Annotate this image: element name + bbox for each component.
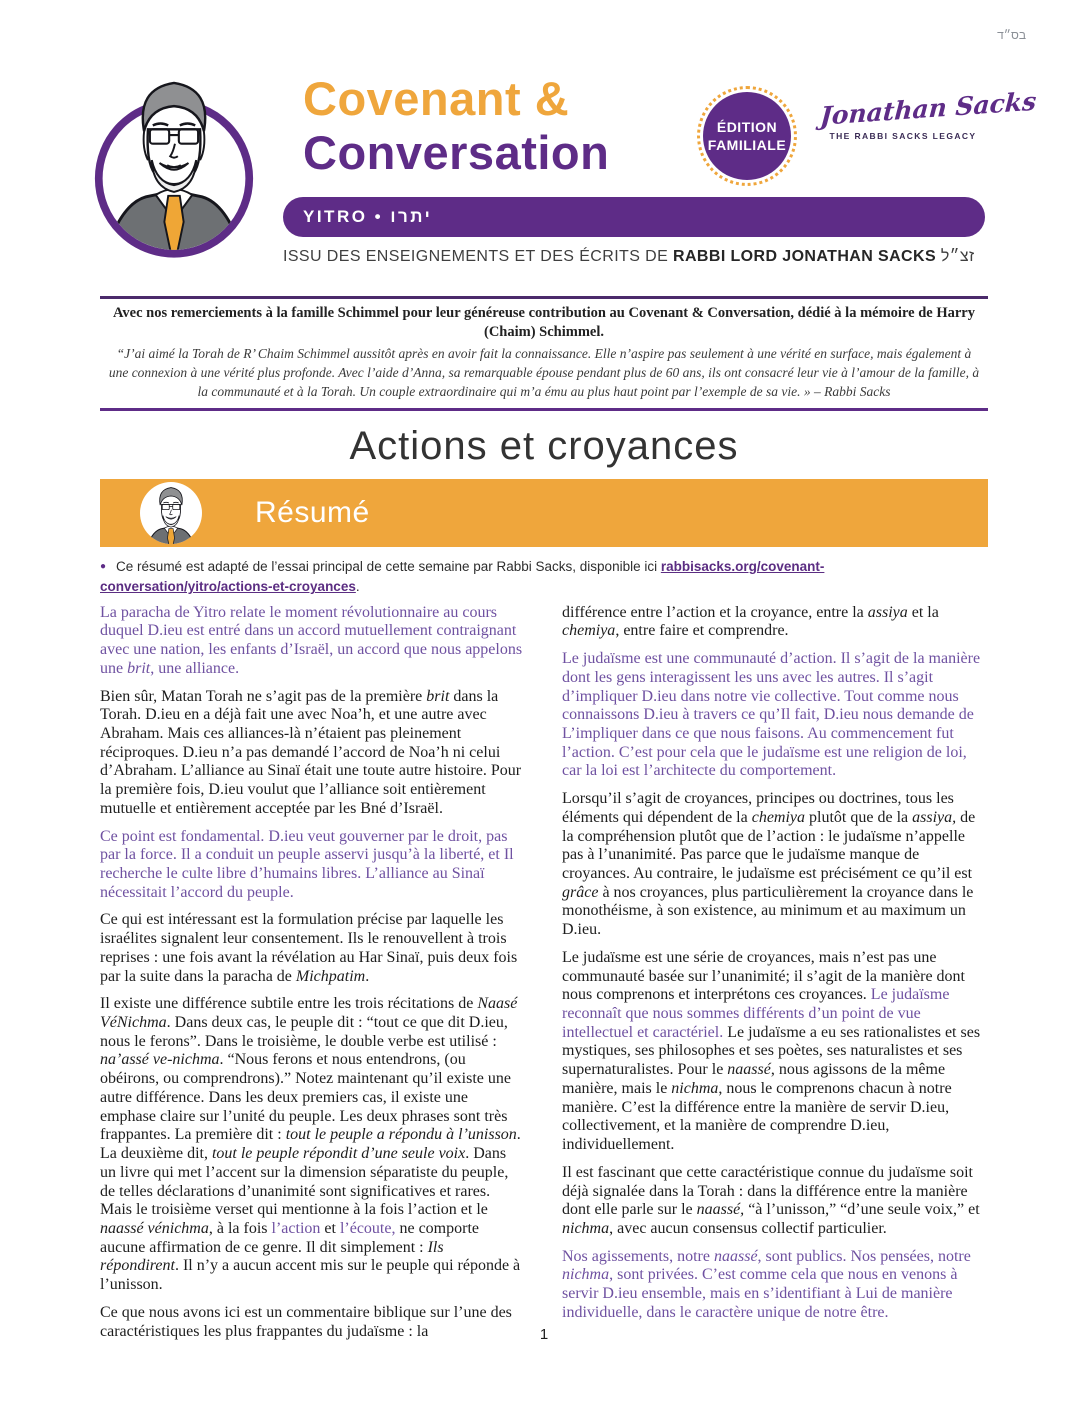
newsletter-title-line1: Covenant &: [303, 72, 570, 125]
paragraph: La paracha de Yitro relate le moment révolutionnaire au cours duquel D.ieu est entré dans un accord mutuellement contraignant avec une nation, les enfants d’Israël, un accord que nous appelons une brit, une alliance.: [100, 603, 523, 677]
article-title: Actions et croyances: [349, 424, 739, 469]
paragraph: Il est fascinant que cette caractéristique connue du judaïsme soit déjà signalée dans la Torah : dans la différence entre la manière dont elle parle sur le naassé, “à l’unisson,” “d’une seule voix,” et nichma, avec aucun consensus collectif particulier.: [562, 1163, 980, 1237]
summary-note-suffix: .: [355, 579, 360, 595]
paragraph: Ce qui est intéressant est la formulation précise par laquelle les israélites signalent leur consentement. Ils le renouvellent à trois reprises : une fois avant la révélation au Har Sinaï, puis deux fois par la suite dans la paracha de Michpatim.: [100, 911, 518, 985]
paragraph: Le judaïsme est une communauté d’action. Il s’agit de la manière dont les gens interagissent les uns avec les autres. Il s’agit d’impliquer D.ieu dans notre vie collective. Tout comme nous connaissons D.ieu à travers ce qu’Il fait, D.ieu nous demande de L’impliquer dans ce que nous faisons. Au commencement fut l’action. C’est pour cela que le judaïsme est une religion de loi, car la loi est l’architecte du comportement.: [562, 650, 981, 780]
paragraph: Ce point est fondamental. D.ieu veut gouverner par le droit, pas par la force. Il a conduit un peuple asservi jusqu’à la liberté, et Il recherche le culte libre d’humains libres. L’alliance au Sinaï nécessitait l’accord du peuple.: [100, 827, 514, 901]
paragraph: Bien sûr, Matan Torah ne s’agit pas de la première brit dans la Torah. D.ieu en a déjà fait une avec Noa’h, et une autre avec Abraham. Mais ces alliances-là n’étaient pas pleinement réciproques. D.ieu n’a pas demandé l’accord de Noa’h ni celui d’Abraham. L’alliance au Sinaï était une toute autre histoire. Pour la première fois, D.ieu voulut que l’alliance soit entièrement mutuelle et entièrement acceptée par les Bné d’Israël.: [100, 687, 522, 817]
rabbi-sacks-legacy-logo: [819, 86, 1038, 141]
dedication-line: Avec nos remerciements à la famille Schimmel pour leur généreuse contribution au Covenant & Conversation, dédié à la mémoire de Harry (Chaim) Schimmel.: [113, 305, 975, 340]
summary-note: [100, 557, 988, 598]
rabbi-sacks-portrait: [92, 66, 256, 262]
right-column: [562, 604, 988, 1351]
parsha-banner-label: YITRO • יתרו: [303, 207, 433, 226]
rabbi-sacks-avatar: [140, 482, 202, 544]
paragraph: Le judaïsme est une série de croyances, mais n’est pas une communauté basée sur l’unanimité; il s’agit de la manière dont nous comprenons et interprétons ces croyances. Le judaïsme reconnaît que nous sommes différents d’un point de vue intellectuel et caractériel. Le judaïsme a eu ses rationalistes et ses mystiques, ses philosophes et ses poètes, ses naturalistes et ses supernaturalistes. Pour le naassé, nous agissons de la même manière, mais le nichma, nous le comprenons chacun à notre manière. C’est la différence entre la manière de servir D.ieu, collectivement, et la manière de comprendre D.ieu, individuellement.: [562, 948, 981, 1154]
article-body: [100, 604, 988, 1351]
byline-author: RABBI LORD JONATHAN SACKS: [673, 248, 937, 265]
summary-heading: Résumé: [255, 496, 370, 530]
summary-banner: [100, 479, 988, 547]
paragraph: Ce que nous avons ici est un commentaire biblique sur l’une des caractéristiques les plus frappantes du judaïsme : la: [100, 1303, 512, 1340]
parsha-banner: [283, 197, 985, 237]
edition-familiale-badge-inner: [703, 92, 791, 180]
legacy-caption: THE RABBI SACKS LEGACY: [829, 131, 977, 141]
masthead: [0, 0, 1088, 296]
bullet-icon: ●: [100, 561, 107, 573]
paragraph: différence entre l’action et la croyance, entre la assiya et la chemiya, entre faire et comprendre.: [562, 603, 939, 640]
byline: [283, 248, 975, 266]
jonathan-sacks-signature: Jonathan Sacks: [819, 86, 1038, 131]
byline-prefix: ISSU DES ENSEIGNEMENTS ET DES ÉCRITS DE: [283, 248, 673, 265]
byline-suffix: זצ״ל: [936, 248, 975, 265]
dedication-quote: “J’ai aimé la Torah de R’ Chaim Schimmel aussitôt après en avoir fait la connaissance. Elle n’aspire pas seulement à une vérité en surface, mais également à une connexion à une vérité plus profonde. Avec l’aide d’Anna, sa remarquable épouse pendant plus de 60 ans, ils ont consacré leur vie à l’amour de la famille, à la communauté et à la Torah. Un couple extraordinaire qui m’a ému au plus haut point par l’exemple de sa vie. » – Rabbi Sacks: [108, 345, 980, 399]
page-number: 1: [539, 1326, 549, 1343]
summary-note-text: Ce résumé est adapté de l’essai principal de cette semaine par Rabbi Sacks, disponible ici: [116, 559, 661, 575]
left-column: [100, 604, 526, 1351]
paragraph: Nos agissements, notre naassé, sont publics. Nos pensées, notre nichma, sont privées. C’est comme cela que nous en venons à servir D.ieu ensemble, mais en s’identifiant à Lui de manière individuelle, dans le caractère unique de notre être.: [562, 1247, 971, 1321]
newsletter-title: [303, 72, 609, 179]
essay-link[interactable]: rabbisacks.org/covenant-conversation/yitro/actions-et-croyances: [100, 559, 825, 595]
paragraph: Il existe une différence subtile entre les trois récitations de Naasé VéNichma. Dans deux cas, le peuple dit : “tout ce que dit D.ieu, nous le ferons”. Dans le troisième, le double verbe est utilisé : na’assé ve-nichma. “Nous ferons et nous entendrons, (ou obéirons, ou comprendrons).” Notez maintenant qu’il existe une autre différence. Dans les deux premiers cas, il existe une emphase claire sur l’unité du peuple. Les deux phrases sont très frappantes. La première dit : tout le peuple a répondu à l’unisson. La deuxième dit, tout le peuple répondit d’une seule voix. Dans un livre qui met l’accent sur la dimension séparatiste du peuple, de telles déclarations d’unanimité sont significatives et rares. Mais le troisième verset qui mentionne à la fois l’action et le naassé vénichma, à la fois l’action et l’écoute, ne comporte aucune affirmation de ce genre. Il dit simplement : Ils répondirent. Il n’y a aucun accent mis sur le peuple qui réponde à l’unisson.: [100, 995, 521, 1294]
dedication-block: [100, 296, 988, 411]
newsletter-title-line2: Conversation: [303, 125, 610, 179]
bsd-text: בס״ד: [997, 28, 1026, 42]
badge-line2: FAMILIALE: [707, 137, 787, 153]
paragraph: Lorsqu’il s’agit de croyances, principes ou doctrines, tous les éléments qui dépendent de la chemiya plutôt que de la assiya, de la compréhension plutôt que de l’action : le judaïsme n’appelle pas à l’unanimité. Pas parce que le judaïsme manque de croyances. Au contraire, le judaïsme est précisément ce qu’il est grâce à nos croyances, plus particulièrement la croyance dans le monothéisme, à son existence, au minimum et au maximum un D.ieu.: [562, 790, 976, 939]
edition-familiale-badge: [697, 86, 797, 186]
badge-line1: ÉDITION: [716, 118, 778, 135]
